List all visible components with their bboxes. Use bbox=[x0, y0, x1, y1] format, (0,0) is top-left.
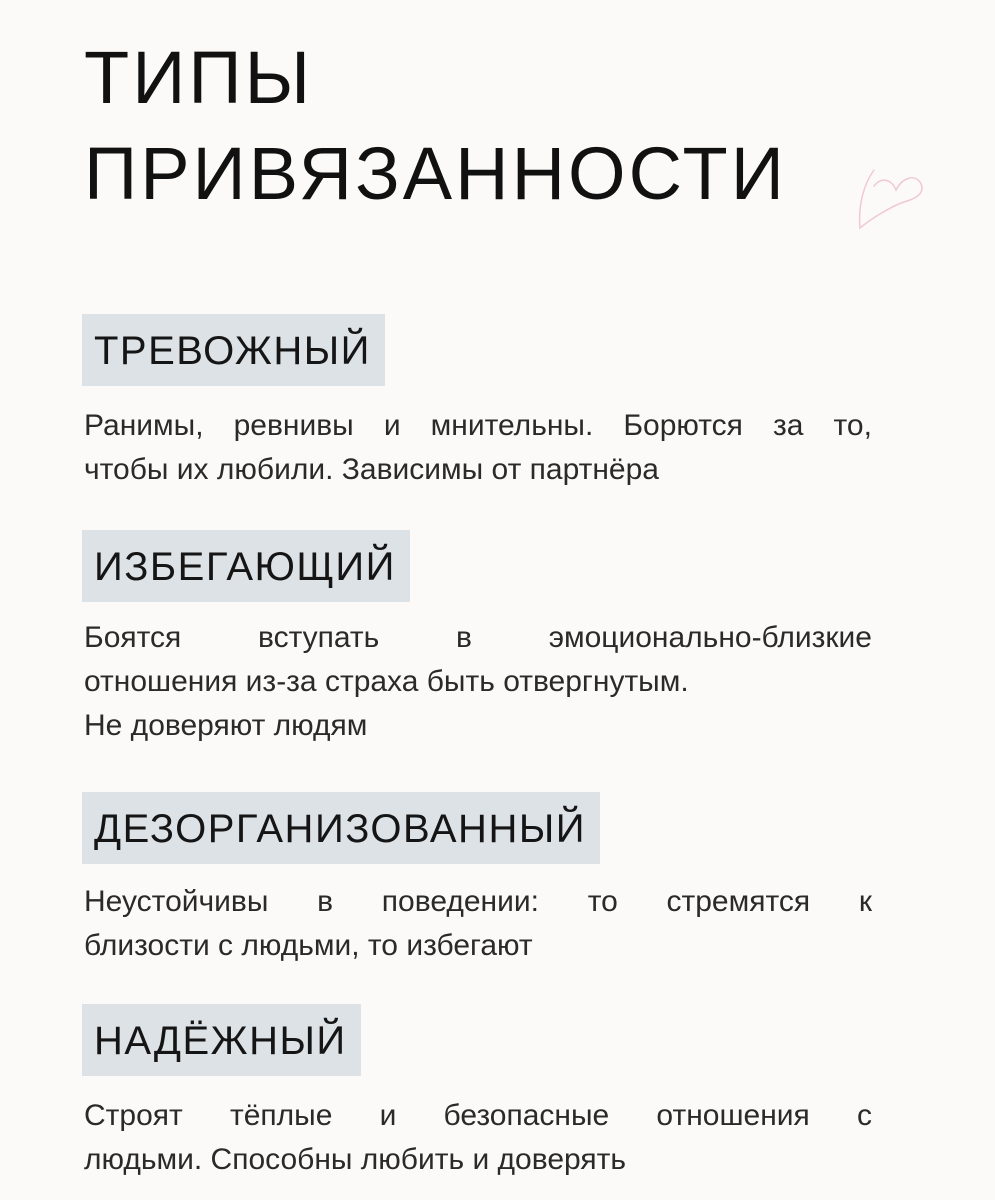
section-heading: НАДЁЖНЫЙ bbox=[82, 1004, 361, 1076]
description-line bbox=[84, 404, 872, 448]
description-word: тёплые bbox=[229, 1099, 333, 1132]
description-line bbox=[84, 1094, 872, 1138]
description-word: стремятся bbox=[666, 885, 811, 918]
page-title bbox=[84, 30, 787, 222]
section-heading: ТРЕВОЖНЫЙ bbox=[82, 314, 385, 386]
title-line-2: ПРИВЯЗАННОСТИ bbox=[84, 132, 787, 215]
description-word: то, bbox=[833, 409, 872, 442]
description-word: Ранимы, bbox=[84, 409, 204, 442]
section-description bbox=[82, 880, 872, 968]
section-description bbox=[82, 1094, 872, 1182]
description-line: близости с людьми, то избегают bbox=[84, 929, 533, 962]
description-word: эмоционально-близкие bbox=[548, 621, 872, 654]
description-word: Боятся bbox=[84, 621, 182, 654]
section-heading: ИЗБЕГАЮЩИЙ bbox=[82, 530, 410, 602]
description-line: отношения из-за страха быть отвергнутым. bbox=[84, 665, 689, 698]
section-secure bbox=[82, 1004, 872, 1182]
description-word: отношения bbox=[656, 1099, 810, 1132]
description-word: за bbox=[772, 409, 804, 442]
description-word: поведении: bbox=[381, 885, 539, 918]
description-word: к bbox=[858, 885, 872, 918]
description-word: Строят bbox=[84, 1099, 183, 1132]
description-word: с bbox=[856, 1099, 872, 1132]
section-heading: ДЕЗОРГАНИЗОВАННЫЙ bbox=[82, 792, 600, 864]
section-description bbox=[82, 404, 872, 492]
section-anxious bbox=[82, 314, 872, 492]
description-word: мнительны. bbox=[430, 409, 594, 442]
description-word: вступать bbox=[257, 621, 380, 654]
description-line: чтобы их любили. Зависимы от партнёра bbox=[84, 453, 659, 486]
description-word: в bbox=[456, 621, 472, 654]
section-description bbox=[82, 616, 872, 748]
description-word: безопасные bbox=[443, 1099, 610, 1132]
description-word: Неустойчивы bbox=[84, 885, 269, 918]
description-word: в bbox=[317, 885, 334, 918]
description-word: и bbox=[383, 409, 401, 442]
description-line bbox=[84, 880, 872, 924]
description-word: и bbox=[379, 1099, 397, 1132]
title-line-1: ТИПЫ bbox=[84, 36, 314, 119]
description-word: Борются bbox=[623, 409, 743, 442]
description-line bbox=[84, 616, 872, 660]
description-line: людьми. Способны любить и доверять bbox=[84, 1143, 626, 1176]
description-line: Не доверяют людям bbox=[84, 709, 368, 742]
description-word: ревнивы bbox=[233, 409, 354, 442]
description-word: то bbox=[587, 885, 618, 918]
section-disorganized bbox=[82, 792, 872, 968]
heart-outline-icon bbox=[852, 158, 932, 248]
section-avoidant bbox=[82, 530, 872, 748]
